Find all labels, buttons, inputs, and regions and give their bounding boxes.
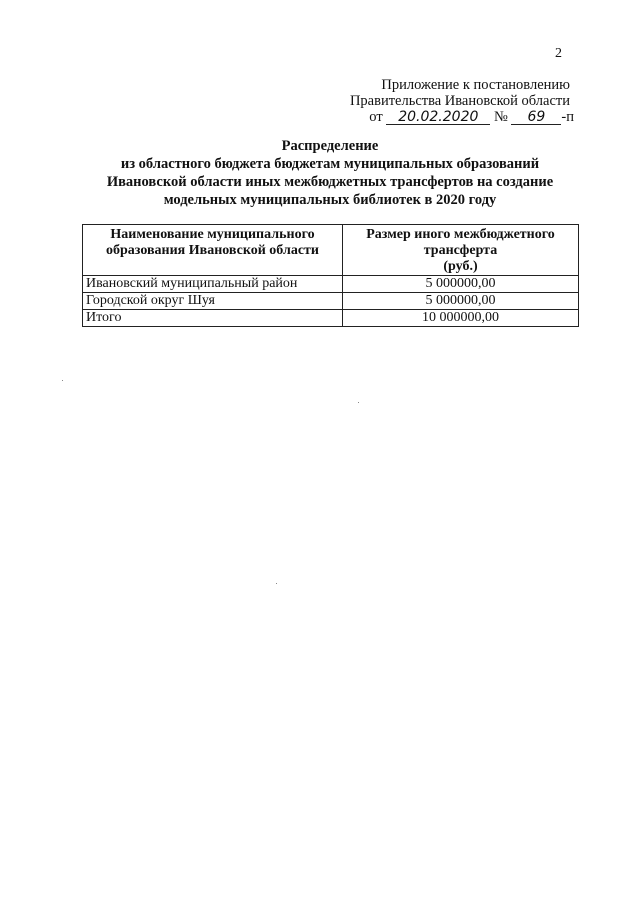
title-line-4: модельных муниципальных библиотек в 2020 году bbox=[163, 192, 497, 208]
row-name: Городской округ Шуя bbox=[83, 293, 343, 310]
row-name: Ивановский муниципальный район bbox=[83, 276, 343, 293]
table-header-row bbox=[83, 225, 579, 276]
scan-speck bbox=[276, 583, 277, 584]
header-municipality: Наименование муниципального образования Ивановской области bbox=[83, 225, 343, 276]
number-suffix: -п bbox=[561, 109, 574, 125]
row-amount: 5 000000,00 bbox=[343, 276, 579, 293]
scan-speck bbox=[62, 380, 63, 381]
header-amount-unit: (руб.) bbox=[443, 259, 478, 274]
table-row-total bbox=[83, 310, 579, 327]
row-amount: 5 000000,00 bbox=[343, 293, 579, 310]
number-prefix: № bbox=[493, 109, 508, 125]
handwritten-date: 20.02.2020 bbox=[386, 110, 490, 125]
table-row bbox=[83, 293, 579, 310]
row-name: Итого bbox=[83, 310, 343, 327]
page-number: 2 bbox=[555, 46, 562, 61]
scan-speck bbox=[358, 402, 359, 403]
title-line-2: из областного бюджета бюджетам муниципальных образований bbox=[120, 156, 540, 172]
document-title bbox=[80, 137, 580, 209]
handwritten-number: 69 bbox=[511, 110, 561, 125]
table-row bbox=[83, 276, 579, 293]
row-amount: 10 000000,00 bbox=[343, 310, 579, 327]
appendix-line-2: Правительства Ивановской области bbox=[349, 93, 570, 109]
distribution-table bbox=[82, 224, 579, 327]
appendix-date-number bbox=[369, 109, 574, 126]
title-line-1: Распределение bbox=[281, 138, 379, 154]
header-amount-label: Размер иного межбюджетного трансферта bbox=[366, 227, 555, 258]
title-line-3: Ивановской области иных межбюджетных трансфертов на создание bbox=[106, 174, 554, 190]
appendix-line-1: Приложение к постановлению bbox=[381, 77, 570, 93]
date-prefix: от bbox=[369, 109, 383, 125]
header-amount bbox=[343, 225, 579, 276]
